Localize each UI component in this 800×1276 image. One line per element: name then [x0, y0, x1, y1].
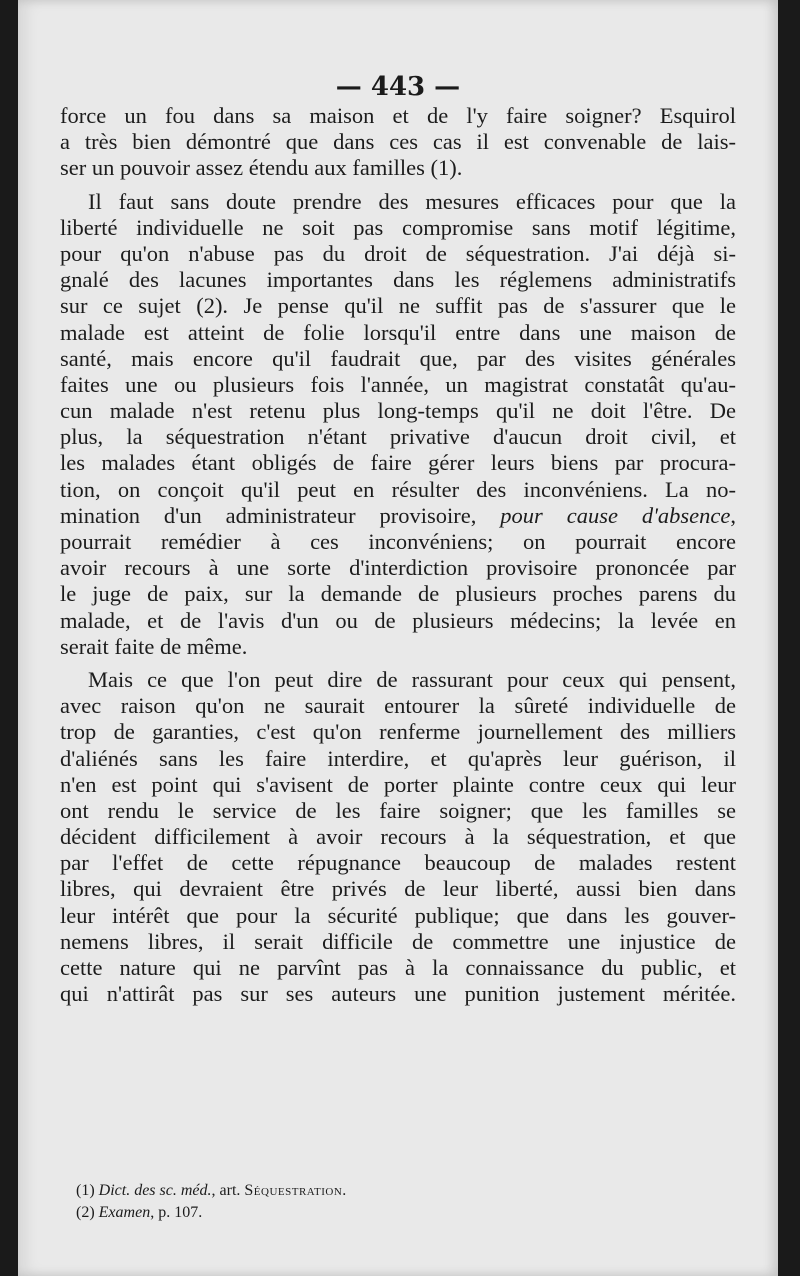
text-line: ser un pouvoir assez étendu aux familles (1).: [60, 155, 463, 181]
text-line: par l'effet de cette répugnance beaucoup de malades restent: [60, 850, 736, 876]
body-text: [60, 103, 736, 1014]
text-line: n'en est point qui s'avisent de porter plainte contre ceux qui leur: [60, 771, 736, 797]
text-line: nemens libres, il serait difficile de commettre une injustice de: [60, 928, 736, 954]
footnote-mark: (2): [76, 1204, 95, 1221]
text-line: serait faite de même.: [60, 633, 248, 659]
text-line: faites une ou plusieurs fois l'année, un magistrat constatât qu'au-: [60, 371, 736, 397]
text-line: Il faut sans doute prendre des mesures efficaces pour que la: [88, 188, 736, 214]
text-line: le juge de paix, sur la demande de plusieurs proches parens du: [60, 581, 736, 607]
footnote-text: , art.: [211, 1182, 245, 1199]
text-line: leur intérêt que pour la sécurité publique; que dans les gouver-: [60, 902, 736, 928]
text-line: Mais ce que l'on peut dire de rassurant pour ceux qui pensent,: [88, 666, 736, 692]
text-line: gnalé des lacunes importantes dans les réglemens administratifs: [60, 267, 736, 293]
footnote-source: Dict. des sc. méd.: [98, 1182, 212, 1199]
paragraph-1: [60, 103, 736, 182]
text-line: malade, et de l'avis d'un ou de plusieurs médecins; la levée en: [60, 607, 736, 633]
text-line: a très bien démontré que dans ces cas il est convenable de lais-: [60, 129, 736, 155]
italic-phrase: pour cause d'absence: [500, 502, 731, 528]
text-line: décident difficilement à avoir recours à la séquestration, et que: [60, 824, 736, 850]
text-line: les malades étant obligés de faire gérer leurs biens par procura-: [60, 450, 736, 476]
footnote-article: Séquestration.: [244, 1182, 347, 1199]
text-line: qui n'attirât pas sur ses auteurs une punition justement méritée.: [60, 981, 736, 1007]
paragraph-2: [60, 189, 736, 660]
text-line: santé, mais encore qu'il faudrait que, par des visites générales: [60, 345, 736, 371]
book-page: [18, 0, 778, 1276]
text-line: trop de garanties, c'est qu'on renferme journellement des milliers: [60, 719, 736, 745]
footnotes: [76, 1180, 716, 1224]
text-line: force un fou dans sa maison et de l'y faire soigner? Esquirol: [60, 103, 736, 128]
text-line: cette nature qui ne parvînt pas à la connaissance du public, et: [60, 955, 736, 980]
footnote-1: [76, 1180, 716, 1202]
text-line: avec raison qu'on ne saurait entourer la sûreté individuelle de: [60, 693, 736, 719]
footnote-source: Examen: [98, 1204, 151, 1221]
text-line: pourrait remédier à ces inconvéniens; on pourrait encore: [60, 529, 736, 554]
text-line: cun malade n'est retenu plus long-temps qu'il ne doit l'être. De: [60, 398, 736, 424]
text-line: malade est atteint de folie lorsqu'il entre dans une maison de: [60, 319, 736, 345]
text-line-with-italic: [60, 503, 736, 529]
text-line: libres, qui devraient être privés de leur liberté, aussi bien dans: [60, 876, 736, 902]
text-segment: ,: [730, 502, 736, 528]
text-line: plus, la séquestration n'étant privative d'aucun droit civil, et: [60, 424, 736, 450]
footnote-text: , p. 107.: [150, 1204, 203, 1221]
text-line: ont rendu le service de les faire soigner; que les familles se: [60, 797, 736, 823]
text-line: liberté individuelle ne soit pas compromise sans motif légitime,: [60, 214, 736, 240]
text-segment: mination d'un administrateur provisoire,: [60, 502, 501, 528]
footnote-mark: (1): [76, 1182, 95, 1199]
text-line: pour qu'on n'abuse pas du droit de séquestration. J'ai déjà si-: [60, 240, 736, 266]
page-number: — 443 —: [335, 72, 461, 102]
paragraph-3: [60, 667, 736, 1007]
text-line: d'aliénés sans les faire interdire, et qu'après leur guérison, il: [60, 745, 736, 771]
text-line: tion, on conçoit qu'il peut en résulter des inconvéniens. La no-: [60, 476, 736, 502]
text-line: avoir recours à une sorte d'interdiction provisoire prononcée par: [60, 555, 736, 581]
text-line: sur ce sujet (2). Je pense qu'il ne suffit pas de s'assurer que le: [60, 293, 736, 319]
footnote-2: [76, 1202, 716, 1224]
